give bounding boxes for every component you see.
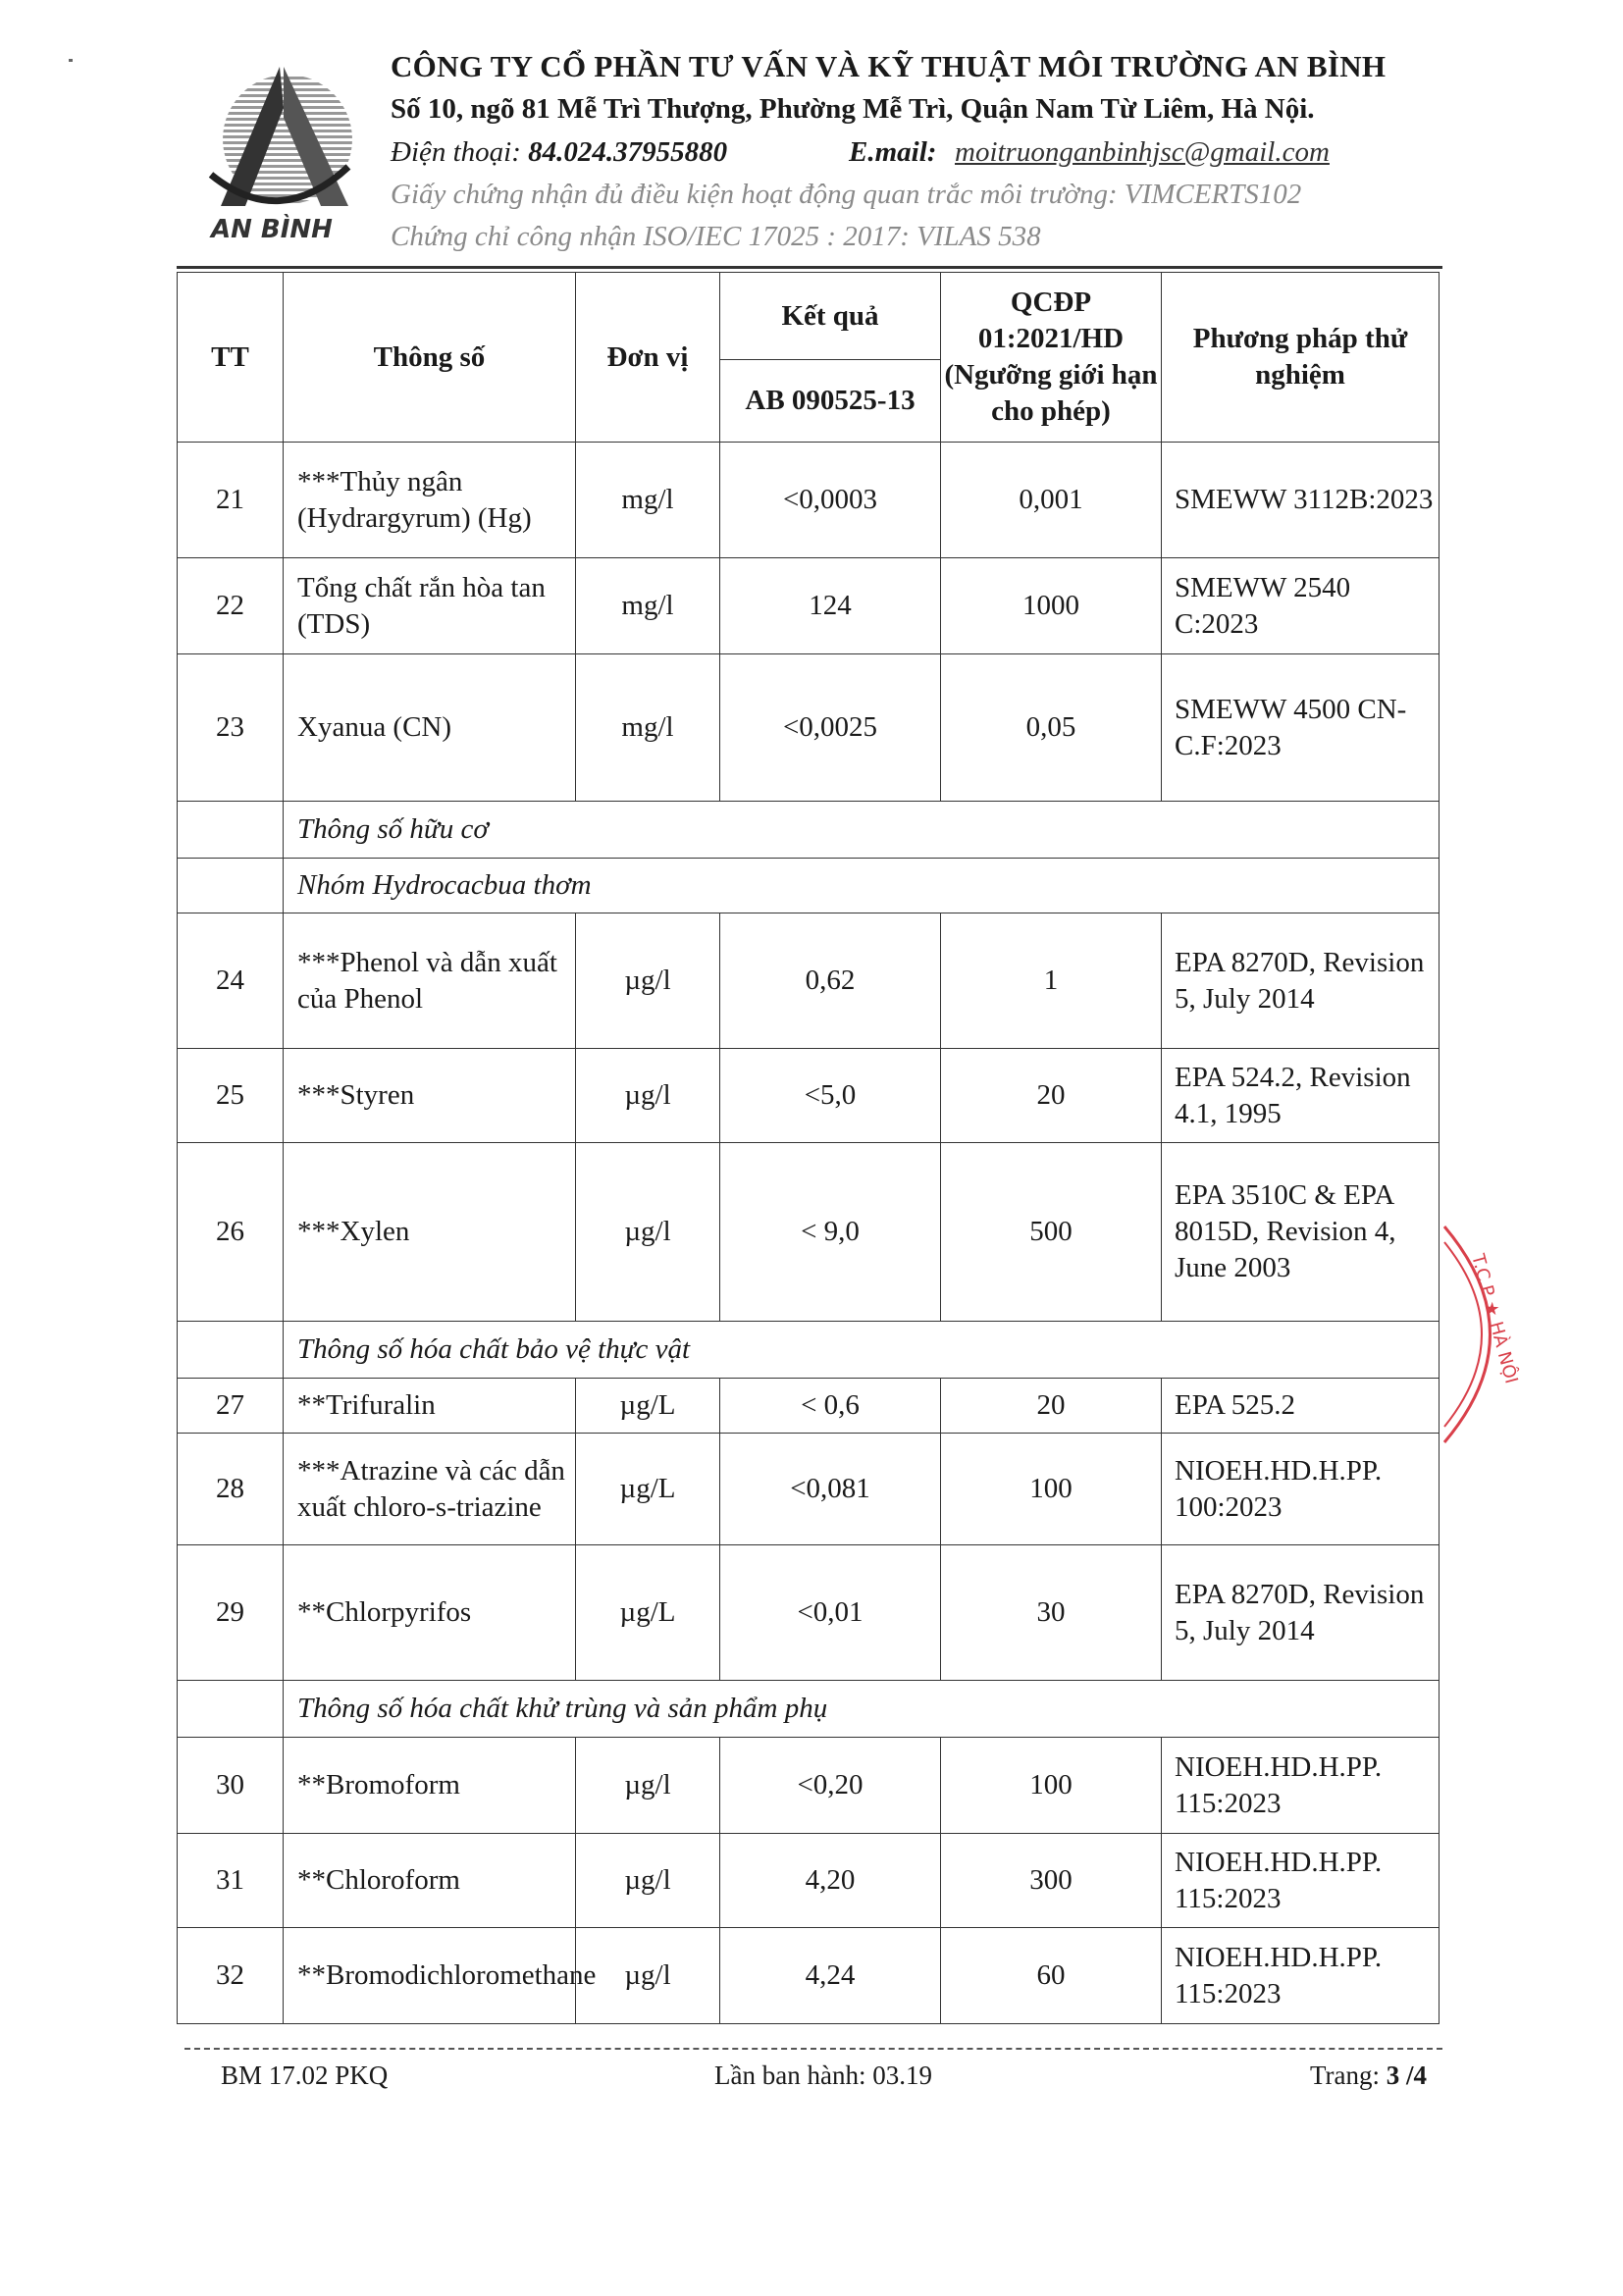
row-parameter: ***Styren bbox=[284, 1049, 576, 1143]
row-limit: 0,05 bbox=[941, 654, 1162, 802]
row-limit: 30 bbox=[941, 1545, 1162, 1681]
row-parameter: Tổng chất rắn hòa tan (TDS) bbox=[284, 558, 576, 654]
row-parameter: ***Xylen bbox=[284, 1143, 576, 1322]
group-row bbox=[178, 1322, 1440, 1379]
header-method: Phương pháp thử nghiệm bbox=[1162, 273, 1440, 443]
group-label-organic: Thông số hữu cơ bbox=[284, 802, 1440, 859]
group-label-pesticide: Thông số hóa chất bảo vệ thực vật bbox=[284, 1322, 1440, 1379]
row-parameter: Xyanua (CN) bbox=[284, 654, 576, 802]
table-row bbox=[178, 654, 1440, 802]
table-row bbox=[178, 1928, 1440, 2024]
row-limit: 60 bbox=[941, 1928, 1162, 2024]
company-address: Số 10, ngõ 81 Mễ Trì Thượng, Phường Mễ Trì, Quận Nam Từ Liêm, Hà Nội. bbox=[391, 93, 1315, 125]
email-label: E.mail: bbox=[849, 136, 937, 168]
row-unit: mg/l bbox=[576, 558, 720, 654]
row-method: SMEWW 3112B:2023 bbox=[1162, 443, 1440, 558]
table-row bbox=[178, 558, 1440, 654]
row-result: 0,62 bbox=[720, 913, 941, 1049]
phone-label: Điện thoại: bbox=[391, 136, 521, 168]
group-row bbox=[178, 802, 1440, 859]
row-tt: 23 bbox=[178, 654, 284, 802]
header-divider bbox=[177, 266, 1442, 269]
row-result: < 9,0 bbox=[720, 1143, 941, 1322]
page-number: 3 /4 bbox=[1386, 2061, 1428, 2090]
table-row bbox=[178, 443, 1440, 558]
row-parameter: ***Thủy ngân (Hydrargyrum) (Hg) bbox=[284, 443, 576, 558]
an-binh-logo bbox=[201, 59, 358, 245]
row-parameter: **Chloroform bbox=[284, 1834, 576, 1928]
header-parameter: Thông số bbox=[284, 273, 576, 443]
row-limit: 1 bbox=[941, 913, 1162, 1049]
header-standard bbox=[941, 273, 1162, 443]
row-limit: 20 bbox=[941, 1379, 1162, 1434]
email-link[interactable]: moitruonganbinhjsc@gmail.com bbox=[955, 136, 1330, 168]
standard-line-1: QCĐP bbox=[1010, 287, 1092, 318]
row-parameter: **Bromoform bbox=[284, 1738, 576, 1834]
table-row bbox=[178, 1738, 1440, 1834]
row-result: < 0,6 bbox=[720, 1379, 941, 1434]
row-method: EPA 3510C & EPA 8015D, Revision 4, June 2003 bbox=[1162, 1143, 1440, 1322]
table-row bbox=[178, 913, 1440, 1049]
row-result: <0,0025 bbox=[720, 654, 941, 802]
row-unit: µg/l bbox=[576, 913, 720, 1049]
footer-divider bbox=[184, 2048, 1442, 2050]
row-unit: mg/l bbox=[576, 443, 720, 558]
row-parameter: **Trifuralin bbox=[284, 1379, 576, 1434]
row-tt: 24 bbox=[178, 913, 284, 1049]
company-stamp bbox=[1442, 1217, 1531, 1452]
row-tt: 21 bbox=[178, 443, 284, 558]
footer-edition: Lần ban hành: 03.19 bbox=[714, 2061, 932, 2090]
row-limit: 1000 bbox=[941, 558, 1162, 654]
row-parameter: **Chlorpyrifos bbox=[284, 1545, 576, 1681]
row-limit: 100 bbox=[941, 1434, 1162, 1545]
standard-line-2: 01:2021/HD bbox=[977, 323, 1125, 354]
row-result: <5,0 bbox=[720, 1049, 941, 1143]
row-parameter: ***Atrazine và các dẫn xuất chloro-s-triazine bbox=[284, 1434, 576, 1545]
header-result: Kết quả bbox=[720, 273, 941, 360]
row-method: SMEWW 4500 CN- C.F:2023 bbox=[1162, 654, 1440, 802]
phone-number: 84.024.37955880 bbox=[528, 136, 728, 168]
row-limit: 300 bbox=[941, 1834, 1162, 1928]
row-result: <0,0003 bbox=[720, 443, 941, 558]
row-tt: 26 bbox=[178, 1143, 284, 1322]
row-tt: 29 bbox=[178, 1545, 284, 1681]
row-limit: 0,001 bbox=[941, 443, 1162, 558]
row-limit: 100 bbox=[941, 1738, 1162, 1834]
row-unit: µg/L bbox=[576, 1434, 720, 1545]
page-label: Trang: bbox=[1310, 2061, 1381, 2090]
group-label-aromatic: Nhóm Hydrocacbua thơm bbox=[284, 859, 1440, 913]
results-table bbox=[177, 272, 1440, 2024]
svg-text:AN BÌNH: AN BÌNH bbox=[211, 215, 333, 244]
row-tt: 32 bbox=[178, 1928, 284, 2024]
row-result: <0,081 bbox=[720, 1434, 941, 1545]
row-tt: 25 bbox=[178, 1049, 284, 1143]
row-result: 4,20 bbox=[720, 1834, 941, 1928]
row-method: EPA 8270D, Revision 5, July 2014 bbox=[1162, 913, 1440, 1049]
row-method: EPA 524.2, Revision 4.1, 1995 bbox=[1162, 1049, 1440, 1143]
table-row bbox=[178, 1049, 1440, 1143]
row-method: NIOEH.HD.H.PP. 100:2023 bbox=[1162, 1434, 1440, 1545]
table-row bbox=[178, 1545, 1440, 1681]
row-result: 4,24 bbox=[720, 1928, 941, 2024]
group-label-disinfectant: Thông số hóa chất khử trùng và sản phẩm phụ bbox=[284, 1681, 1440, 1738]
row-parameter: **Bromodichloromethane bbox=[284, 1928, 576, 2024]
header-tt: TT bbox=[178, 273, 284, 443]
row-result: <0,20 bbox=[720, 1738, 941, 1834]
svg-text:T.C.P ★ HÀ NỘI: T.C.P ★ HÀ NỘI bbox=[1467, 1251, 1522, 1386]
row-tt: 27 bbox=[178, 1379, 284, 1434]
row-limit: 500 bbox=[941, 1143, 1162, 1322]
group-row bbox=[178, 1681, 1440, 1738]
row-unit: µg/l bbox=[576, 1834, 720, 1928]
row-unit: µg/L bbox=[576, 1545, 720, 1681]
row-tt: 22 bbox=[178, 558, 284, 654]
row-result: 124 bbox=[720, 558, 941, 654]
table-row bbox=[178, 1379, 1440, 1434]
row-method: NIOEH.HD.H.PP. 115:2023 bbox=[1162, 1834, 1440, 1928]
row-unit: mg/l bbox=[576, 654, 720, 802]
row-tt: 31 bbox=[178, 1834, 284, 1928]
accreditation-line: Chứng chỉ công nhận ISO/IEC 17025 : 2017: VILAS 538 bbox=[391, 221, 1041, 252]
group-row bbox=[178, 859, 1440, 913]
row-method: SMEWW 2540 C:2023 bbox=[1162, 558, 1440, 654]
row-parameter: ***Phenol và dẫn xuất của Phenol bbox=[284, 913, 576, 1049]
row-method: NIOEH.HD.H.PP. 115:2023 bbox=[1162, 1928, 1440, 2024]
standard-line-3: (Ngưỡng giới hạn cho phép) bbox=[944, 359, 1158, 427]
row-unit: µg/l bbox=[576, 1738, 720, 1834]
row-unit: µg/l bbox=[576, 1928, 720, 2024]
header-sample-code: AB 090525-13 bbox=[720, 360, 941, 443]
row-method: EPA 8270D, Revision 5, July 2014 bbox=[1162, 1545, 1440, 1681]
table-row bbox=[178, 1143, 1440, 1322]
row-method: NIOEH.HD.H.PP. 115:2023 bbox=[1162, 1738, 1440, 1834]
row-unit: µg/l bbox=[576, 1143, 720, 1322]
row-limit: 20 bbox=[941, 1049, 1162, 1143]
table-row bbox=[178, 1834, 1440, 1928]
scan-speck bbox=[69, 59, 73, 62]
contact-line bbox=[391, 136, 1330, 169]
row-unit: µg/l bbox=[576, 1049, 720, 1143]
company-name: CÔNG TY CỔ PHẦN TƯ VẤN VÀ KỸ THUẬT MÔI TRƯỜNG AN BÌNH bbox=[391, 49, 1387, 83]
row-tt: 28 bbox=[178, 1434, 284, 1545]
table-row bbox=[178, 1434, 1440, 1545]
footer-page bbox=[1310, 2061, 1427, 2091]
row-unit: µg/L bbox=[576, 1379, 720, 1434]
row-tt: 30 bbox=[178, 1738, 284, 1834]
header-unit: Đơn vị bbox=[576, 273, 720, 443]
row-result: <0,01 bbox=[720, 1545, 941, 1681]
certificate-line: Giấy chứng nhận đủ điều kiện hoạt động quan trắc môi trường: VIMCERTS102 bbox=[391, 179, 1302, 210]
footer-form-code: BM 17.02 PKQ bbox=[221, 2061, 389, 2090]
row-method: EPA 525.2 bbox=[1162, 1379, 1440, 1434]
